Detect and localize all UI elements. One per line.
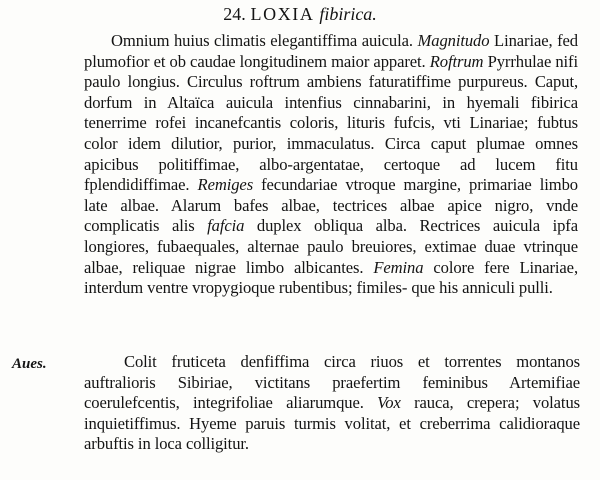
page-heading xyxy=(0,3,600,25)
italic-term: Magnitudo xyxy=(417,31,490,50)
italic-term: Vox xyxy=(377,393,401,413)
text-run: Linariae, fed plumofior et ob caudae longitudinem maior apparet. xyxy=(84,31,579,71)
text-run: Omnium huius climatis elegantiffima auicula. xyxy=(111,31,418,50)
text-run: colore fere Linariae, interdum ventre vropygioque rubentibus; fimiles- que his anniculi pulli. xyxy=(84,257,578,298)
italic-term: Roftrum xyxy=(429,51,484,71)
description-paragraph xyxy=(84,31,578,299)
text-run: duplex obliqua alba. Rectrices auicula ipfa longiores, fubaequales, alternae paulo breuiores, extimae duae vtrinque albae, reliquae nigrae limbo albicantes. xyxy=(84,216,578,277)
margin-note-aues: Aues. xyxy=(12,356,47,372)
heading-genus: LOXIA xyxy=(250,4,315,24)
text-run: Pyrrhulae nifi paulo longius. Circulus roftrum ambiens faturatiffime purpureus. Caput, dorfum in Altaïca auicula intenfius cinnabarini, in hyemali fibirica tenerrime rofei incanefcantis coloris, lituris fufcis, vti Linariae; fubtus color idem dilutior, purior, immaculatus. Circa caput plumae omnes apicibus politiffimae, albo-argentatae, certoque ad lucem fitu fplendidiffimae. xyxy=(84,51,578,195)
italic-term: fafcia xyxy=(207,216,245,236)
text-run: Colit fruticeta denfiffima circa riuos et torrentes montanos auftralioris Sibiriae, victitans praefertim feminibus Artemifiae coerulefcentis, integrifoliae aliarumque. xyxy=(84,352,580,413)
habitat-paragraph xyxy=(84,352,580,455)
heading-species: fibirica. xyxy=(319,4,377,24)
heading-number: 24. xyxy=(223,4,246,24)
italic-term: Remiges xyxy=(197,175,254,195)
text-run: rauca, crepera; volatus inquietiffimus. Hyeme paruis turmis volitat, et creberrima calidioraque arbuftis in loca colligitur. xyxy=(84,393,580,454)
text-run: fecundariae vtroque margine, primariae limbo late albae. Alarum bafes albae, tectrices albae apice nigro, vnde complicatis alis xyxy=(84,175,578,236)
italic-term: Femina xyxy=(373,257,424,277)
